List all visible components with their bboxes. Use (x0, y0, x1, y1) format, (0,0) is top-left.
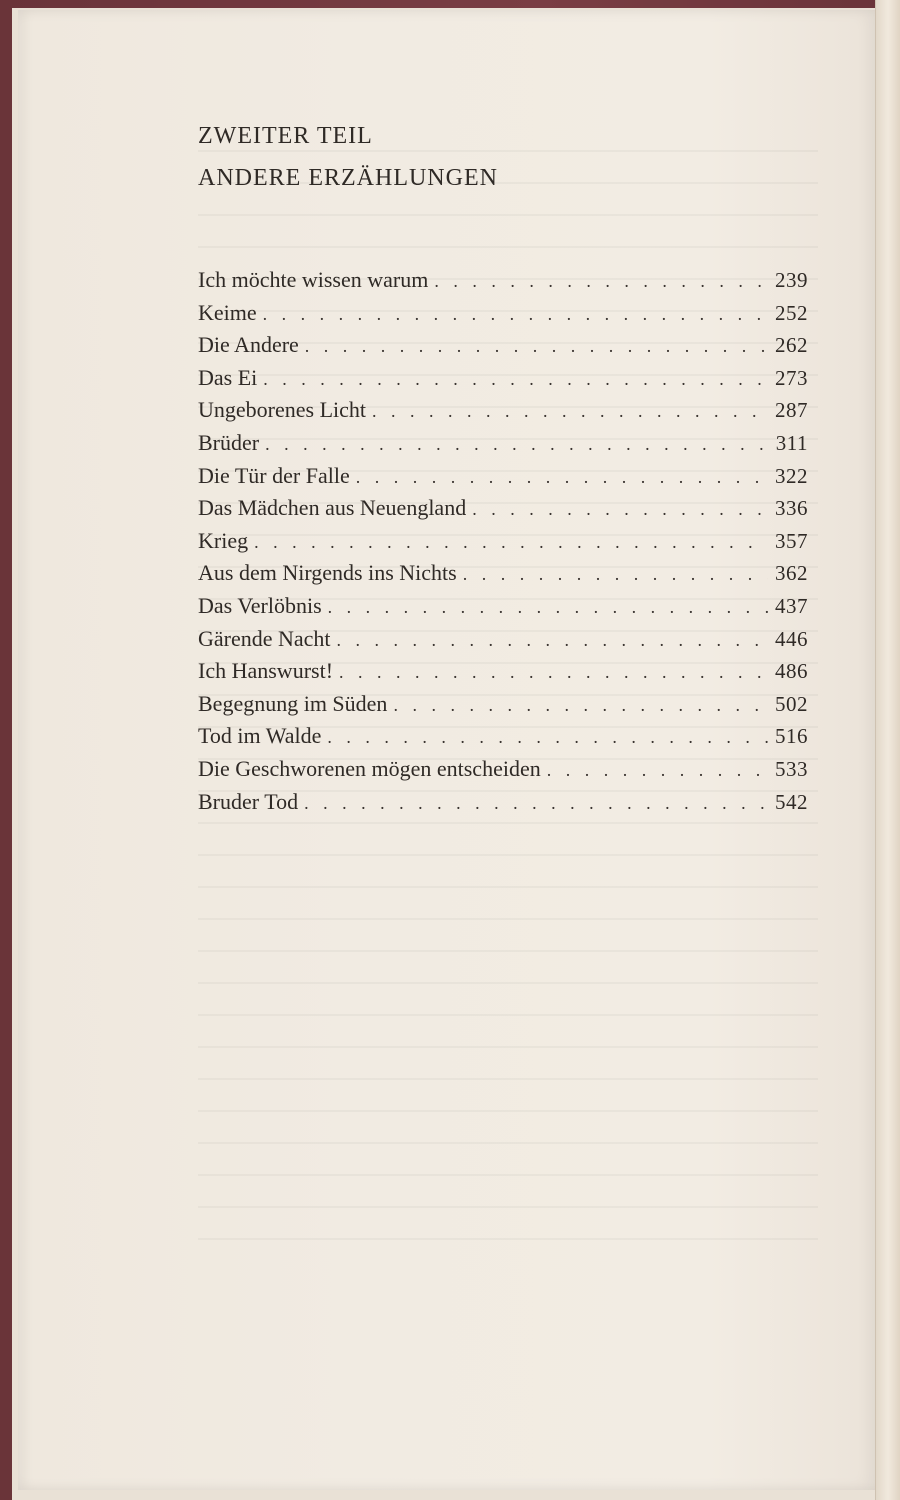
toc-entry-title: Keime (198, 299, 257, 325)
toc-entry (198, 655, 808, 688)
toc-entry-page: 516 (775, 724, 808, 749)
toc-entry (198, 492, 808, 525)
page-edge (875, 0, 900, 1500)
toc-entry-page: 336 (775, 496, 808, 521)
toc-entry-title: Gärende Nacht (198, 625, 331, 651)
toc-entry-page: 486 (775, 659, 808, 684)
toc-entry-title: Das Mädchen aus Neuengland (198, 495, 467, 521)
dot-leader (263, 363, 768, 396)
dot-leader (328, 591, 768, 624)
toc-entry (198, 720, 808, 753)
part-title: ANDERE ERZÄHLUNGEN (198, 165, 498, 191)
toc-entry (198, 329, 808, 362)
toc-entry-page: 287 (775, 398, 808, 423)
toc-entry-title: Aus dem Nirgends ins Nichts (198, 560, 457, 586)
toc-entry-page: 252 (775, 300, 808, 325)
dot-leader (265, 428, 768, 461)
toc-entry-page: 502 (775, 691, 808, 716)
dot-leader (254, 526, 768, 559)
dot-leader (337, 624, 768, 657)
toc-entry (198, 362, 808, 395)
dot-leader (372, 395, 768, 428)
toc-entry-title: Das Verlöbnis (198, 592, 322, 618)
toc-entry-page: 357 (775, 528, 808, 553)
dot-leader (304, 787, 768, 820)
toc-entry (198, 786, 808, 819)
toc-entry-page: 542 (775, 789, 808, 814)
toc-entry-page: 437 (775, 593, 808, 618)
toc-entry (198, 427, 808, 460)
toc-entry (198, 557, 808, 590)
toc-entry (198, 394, 808, 427)
contents-section (198, 120, 808, 818)
toc-entry-title: Die Andere (198, 332, 299, 358)
table-of-contents (198, 264, 808, 818)
toc-entry-page: 311 (775, 430, 808, 455)
toc-entry-page: 322 (775, 463, 808, 488)
toc-entry-page: 239 (775, 268, 808, 292)
dot-leader (393, 689, 768, 722)
toc-entry-page: 273 (775, 365, 808, 390)
toc-entry-title: Ungeborenes Licht (198, 397, 366, 423)
toc-entry (198, 297, 808, 330)
dot-leader (463, 558, 768, 591)
toc-entry (198, 753, 808, 786)
toc-entry-title: Brüder (198, 429, 260, 455)
dot-leader (356, 461, 768, 494)
toc-entry-page: 533 (775, 756, 808, 781)
part-label: ZWEITER TEIL (198, 123, 373, 149)
toc-entry (198, 460, 808, 493)
toc-entry-title: Begegnung im Süden (198, 690, 388, 716)
toc-entry-title: Die Geschworenen mögen entscheiden (198, 755, 541, 781)
toc-entry (198, 590, 808, 623)
toc-entry-title: Krieg (198, 527, 249, 553)
dot-leader (305, 330, 768, 363)
dot-leader (547, 754, 768, 787)
dot-leader (327, 721, 768, 754)
dot-leader (434, 265, 768, 298)
dot-leader (263, 298, 768, 331)
toc-entry (198, 525, 808, 558)
toc-entry (198, 264, 808, 297)
toc-entry-title: Ich möchte wissen warum (198, 267, 429, 292)
toc-entry-title: Ich Hanswurst! (198, 658, 334, 684)
toc-entry-page: 446 (775, 626, 808, 651)
toc-entry (198, 688, 808, 721)
toc-entry-title: Tod im Walde (198, 723, 322, 749)
toc-entry-title: Die Tür der Falle (198, 462, 350, 488)
toc-entry-page: 262 (775, 333, 808, 358)
toc-entry-title: Bruder Tod (198, 788, 299, 814)
toc-entry-page: 362 (775, 561, 808, 586)
dot-leader (339, 656, 768, 689)
dot-leader (472, 493, 768, 526)
toc-entry (198, 623, 808, 656)
toc-entry-title: Das Ei (198, 364, 258, 390)
